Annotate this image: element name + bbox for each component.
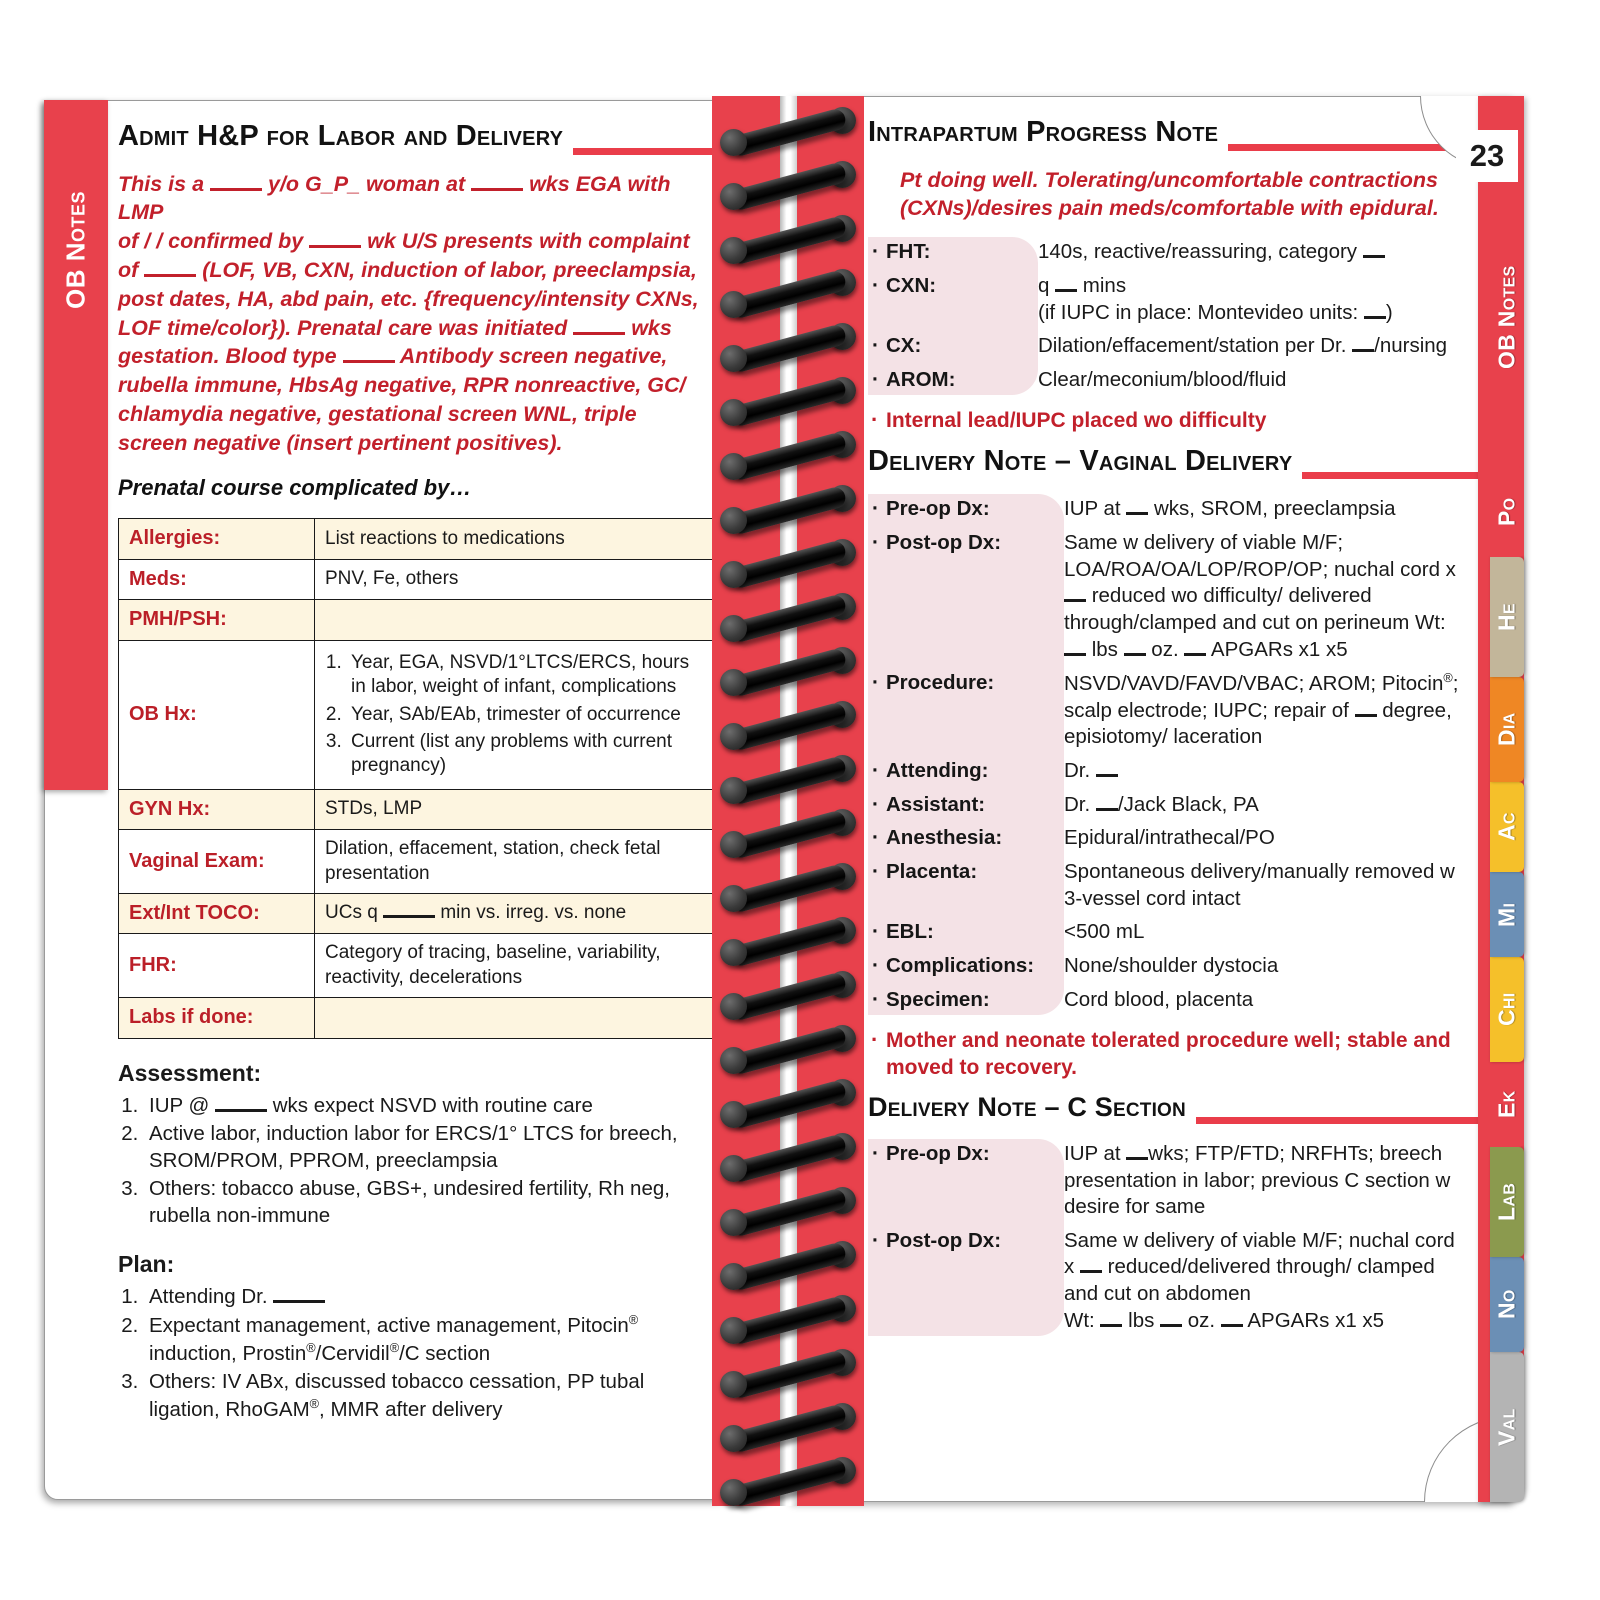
assessment-title: Assessment:: [118, 1059, 262, 1086]
table-row-key: Vaginal Exam:: [119, 830, 315, 894]
ipn-note: · Internal lead/IUPC placed wo difficulty: [868, 407, 1460, 434]
spiral-coil: [720, 866, 856, 912]
table-row-key: OB Hx:: [119, 641, 315, 790]
spiral-coil: [720, 1082, 856, 1128]
spiral-coil: [720, 1028, 856, 1074]
list-item: 1. Attending Dr.: [144, 1284, 714, 1311]
spiral-coil: [720, 1352, 856, 1398]
table-row-key: PMH/PSH:: [119, 600, 315, 641]
definition-row: [868, 1139, 1460, 1223]
table-row-value: STDs, LMP: [315, 789, 714, 830]
definition-row: [868, 271, 1460, 328]
spiral-coil: [720, 164, 856, 210]
table-row-value: Category of tracing, baseline, variability, reactivity, decelerations: [315, 934, 714, 998]
definition-key: · Assistant:: [868, 790, 1064, 821]
index-tab-lab[interactable]: Lab: [1490, 1147, 1524, 1257]
definition-key: · Procedure:: [868, 668, 1064, 753]
spiral-coil: [720, 218, 856, 264]
table-row: [119, 600, 714, 641]
definition-row: [868, 756, 1460, 787]
definition-value: Dr. /Jack Black, PA: [1064, 792, 1259, 816]
index-tab-mi[interactable]: Mi: [1490, 872, 1524, 957]
index-tab-po[interactable]: Po: [1490, 467, 1524, 557]
ipn-section-heading: [868, 114, 1460, 152]
spiral-coil: [720, 974, 856, 1020]
index-tab-he[interactable]: He: [1490, 557, 1524, 677]
definition-row: [868, 951, 1460, 982]
vaginal-section-heading: [868, 443, 1460, 481]
definition-key: · EBL:: [868, 917, 1064, 948]
index-tab-dia[interactable]: Dia: [1490, 677, 1524, 782]
definition-key: · Post-op Dx:: [868, 528, 1064, 665]
definition-key: · Pre-op Dx:: [868, 1139, 1064, 1223]
definition-row: [868, 365, 1460, 396]
index-tab-ac[interactable]: Ac: [1490, 782, 1524, 872]
spiral-binding: [712, 96, 864, 1506]
spiral-coil: [720, 272, 856, 318]
definition-value: Dr.: [1064, 756, 1460, 787]
table-row-value: PNV, Fe, others: [315, 559, 714, 600]
definition-value: Same w delivery of viable M/F; LOA/ROA/OA/LOP/ROP/OP; nuchal cord x reduced wo difficulty/ delivered through/clamped and cut on perineum Wt: lbs oz. APGARs x1 x5: [1064, 531, 1456, 661]
spiral-coil: [720, 704, 856, 750]
page-number: 23: [1456, 130, 1518, 182]
left-heading-text: Admit H&P for Labor and Delivery: [118, 118, 573, 156]
definition-value: IUP at wks, SROM, preeclampsia: [1064, 497, 1396, 521]
definition-key: · Pre-op Dx:: [868, 494, 1064, 525]
definition-value: <500 mL: [1064, 920, 1145, 944]
definition-value: Same w delivery of viable M/F; nuchal cord x reduced/delivered through/ clamped and cut on abdomen Wt: lbs oz. APGARs x1 x5: [1064, 1228, 1455, 1332]
definition-value: Epidural/intrathecal/PO: [1064, 826, 1275, 850]
spiral-coil: [720, 380, 856, 426]
spiral-coil: [720, 650, 856, 696]
definition-key: · CX:: [868, 331, 1038, 362]
admit-hp-table: [118, 518, 714, 1038]
table-row: [119, 893, 714, 934]
definition-value: Spontaneous delivery/manually removed w 3-vessel cord intact: [1064, 859, 1455, 910]
list-item: 2. Year, SAb/EAb, trimester of occurrence: [347, 703, 703, 727]
spiral-coil: [720, 1190, 856, 1236]
assessment-list: [144, 1093, 714, 1230]
spiral-coil: [720, 1406, 856, 1452]
definition-value: NSVD/VAVD/FAVD/VBAC; AROM; Pitocin®; scalp electrode; IUPC; repair of degree, episiotomy/ laceration: [1064, 670, 1459, 749]
table-row-value: [315, 600, 714, 641]
index-tab-stack: [1490, 96, 1524, 1502]
index-tab-ek[interactable]: Ek: [1490, 1062, 1524, 1147]
definition-row: [868, 1226, 1460, 1337]
csection-heading-text: Delivery Note – C Section: [868, 1090, 1196, 1125]
definition-row: [868, 823, 1460, 854]
table-row: [119, 934, 714, 998]
table-row: [119, 641, 714, 790]
definition-row: [868, 494, 1460, 525]
table-row-value: [315, 641, 714, 790]
table-row-value: UCs q min vs. irreg. vs. none: [315, 893, 714, 934]
list-item: 3. Others: tobacco abuse, GBS+, undesired fertility, Rh neg, rubella non-immune: [144, 1176, 714, 1229]
definition-key: · Anesthesia:: [868, 823, 1064, 854]
spiral-coil: [720, 326, 856, 372]
index-tab-val[interactable]: Val: [1490, 1352, 1524, 1502]
table-row-key: GYN Hx:: [119, 789, 315, 830]
list-item: 3. Current (list any problems with current pregnancy): [347, 730, 703, 779]
list-item: 1. Year, EGA, NSVD/1°LTCS/ERCS, hours in labor, weight of infant, complications: [347, 651, 703, 700]
spiral-coil: [720, 1460, 856, 1506]
definition-row: [868, 917, 1460, 948]
definition-key: · Attending:: [868, 756, 1064, 787]
table-row-key: FHR:: [119, 934, 315, 998]
index-tab-ob-notes[interactable]: OB Notes: [1490, 167, 1524, 467]
definition-value: IUP at wks; FTP/FTD; NRFHTs; breech presentation in labor; previous C section w desire for same: [1064, 1141, 1451, 1219]
definition-row: [868, 331, 1460, 362]
index-tab-chi[interactable]: Chi: [1490, 957, 1524, 1062]
list-item: 2. Expectant management, active management, Pitocin® induction, Prostin®/Cervidil®/C section: [144, 1312, 714, 1367]
spiral-coil: [720, 110, 856, 156]
definition-key: · Post-op Dx:: [868, 1226, 1064, 1337]
spiral-coil: [720, 812, 856, 858]
definition-value: None/shoulder dystocia: [1064, 953, 1279, 977]
definition-row: [868, 237, 1460, 268]
definition-value: Cord blood, placenta: [1064, 987, 1254, 1011]
left-section-heading: [118, 118, 714, 156]
ipn-rows: [868, 237, 1460, 395]
spiral-coil: [720, 1298, 856, 1344]
spiral-coil: [720, 758, 856, 804]
definition-value: Dilation/effacement/station per Dr. /nursing: [1038, 334, 1448, 358]
spiral-coil: [720, 920, 856, 966]
definition-value: 140s, reactive/reassuring, category: [1038, 237, 1460, 268]
table-row: [119, 830, 714, 894]
definition-key: · Placenta:: [868, 857, 1064, 914]
prenatal-course-subhead: Prenatal course complicated by…: [118, 474, 472, 500]
spiral-coil: [720, 1244, 856, 1290]
list-item: 2. Active labor, induction labor for ERCS/1° LTCS for breech, SROM/PROM, PPROM, preeclampsia: [144, 1121, 714, 1174]
ipn-intro-paragraph: Pt doing well. Tolerating/uncomfortable contractions (CXNs)/desires pain meds/comfortable with epidural.: [900, 167, 1439, 221]
table-row: [119, 998, 714, 1039]
definition-key: · Complications:: [868, 951, 1064, 982]
definition-key: · FHT:: [868, 237, 1038, 268]
definition-row: [868, 857, 1460, 914]
vaginal-note: · Mother and neonate tolerated procedure well; stable and moved to recovery.: [868, 1027, 1460, 1082]
definition-value: q mins (if IUPC in place: Montevideo units: ): [1038, 273, 1393, 324]
csection-section-heading: [868, 1090, 1460, 1125]
right-page-content: [868, 114, 1460, 1342]
left-page-content: [118, 118, 714, 1425]
vaginal-heading-text: Delivery Note – Vaginal Delivery: [868, 443, 1302, 481]
table-row-key: Meds:: [119, 559, 315, 600]
table-row-key: Allergies:: [119, 519, 315, 560]
table-row-key: Labs if done:: [119, 998, 315, 1039]
definition-key: · AROM:: [868, 365, 1038, 396]
spiral-coil: [720, 596, 856, 642]
table-row-value: Dilation, effacement, station, check fetal presentation: [315, 830, 714, 894]
vaginal-rows: [868, 494, 1460, 1015]
definition-value: Clear/meconium/blood/fluid: [1038, 367, 1287, 391]
list-item: 3. Others: IV ABx, discussed tobacco cessation, PP tubal ligation, RhoGAM®, MMR after delivery: [144, 1369, 714, 1423]
csection-rows: [868, 1139, 1460, 1336]
table-row: [119, 559, 714, 600]
definition-row: [868, 528, 1460, 665]
definition-row: [868, 790, 1460, 821]
plan-title: Plan:: [118, 1250, 175, 1277]
table-row-value: List reactions to medications: [315, 519, 714, 560]
definition-key: · Specimen:: [868, 985, 1064, 1016]
spiral-coil: [720, 488, 856, 534]
table-row: [119, 789, 714, 830]
definition-key: · CXN:: [868, 271, 1038, 328]
table-row-key: Ext/Int TOCO:: [119, 893, 315, 934]
spiral-coil: [720, 434, 856, 480]
definition-row: [868, 668, 1460, 753]
spiral-coil: [720, 542, 856, 588]
spiral-coil: [720, 1136, 856, 1182]
left-section-tab[interactable]: [44, 100, 108, 790]
left-section-tab-label: OB Notes: [60, 191, 91, 310]
plan-list: [144, 1284, 714, 1424]
table-row: [119, 519, 714, 560]
admit-hp-intro-paragraph: This is a y/o G_P_ woman at wks EGA with LMP of / / confirmed by wk U/S presents with complaint of (LOF, VB, CXN, induction of labor, preeclampsia, post dates, HA, abd pain, etc. {frequency/intensity CXNs, LOF time/color}). Prenatal care was initiated wks gestation. Blood type Antibody screen negative, rubella immune, HbsAg negative, RPR nonreactive, GC/ chlamydia negative, gestational screen WNL, triple screen negative (insert pertinent positives).: [118, 171, 699, 455]
index-tab-no[interactable]: No: [1490, 1257, 1524, 1352]
list-item: 1. IUP @ wks expect NSVD with routine care: [144, 1093, 714, 1120]
table-row-value: [315, 998, 714, 1039]
ipn-heading-text: Intrapartum Progress Note: [868, 114, 1228, 152]
definition-row: [868, 985, 1460, 1016]
